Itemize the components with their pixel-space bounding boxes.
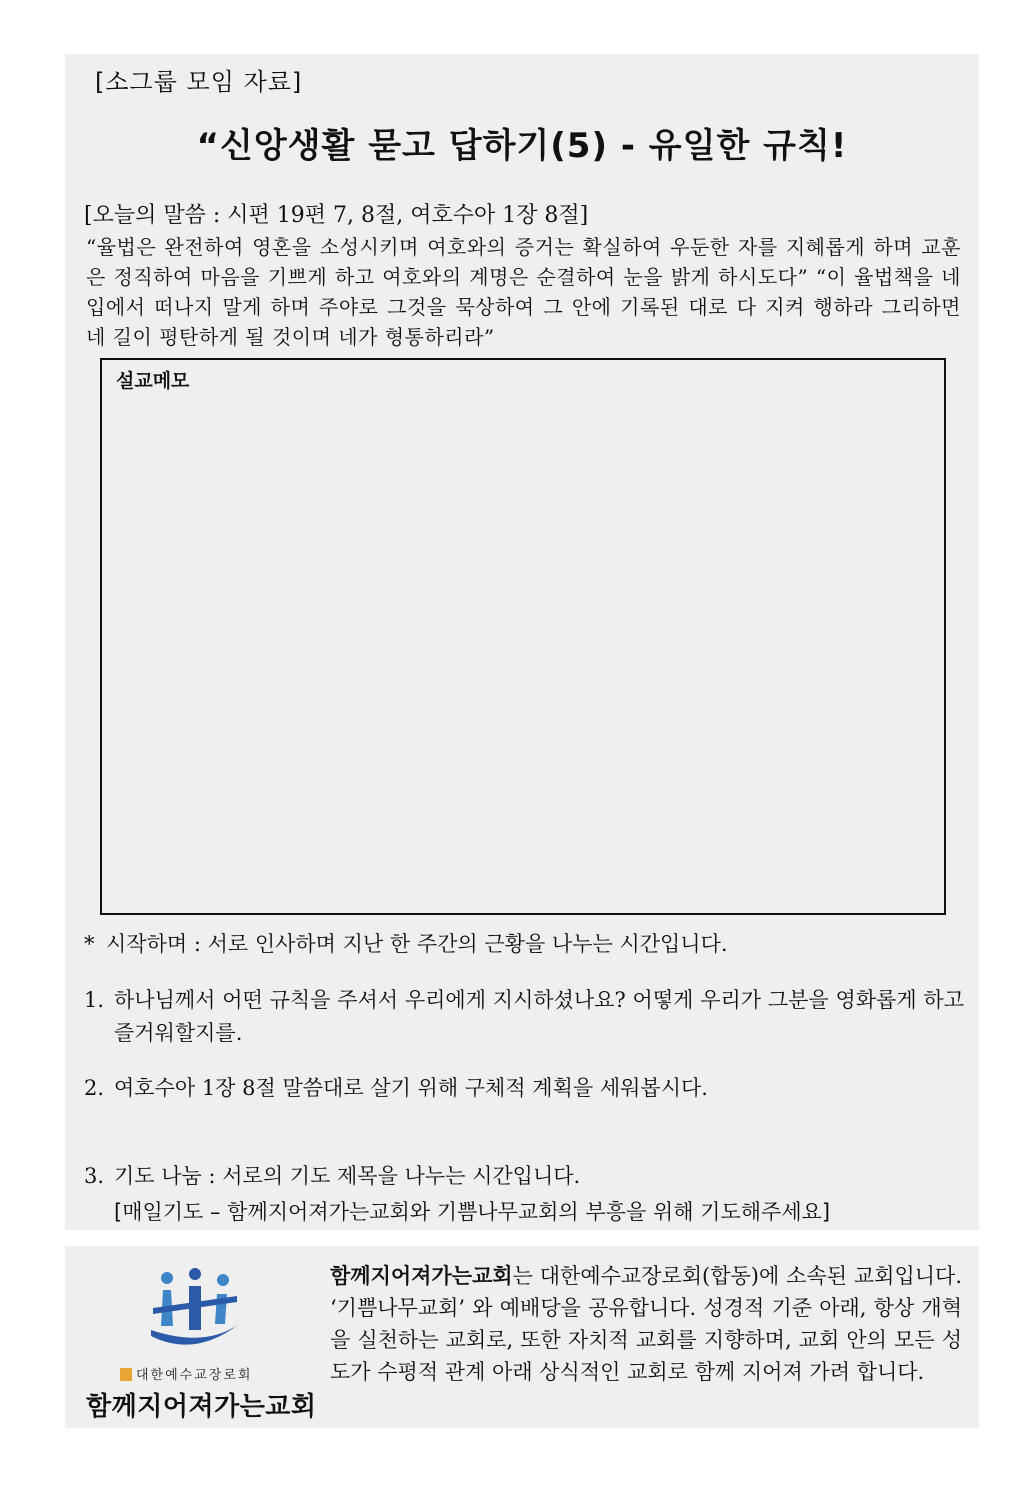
- scripture-text: “율법은 완전하여 영혼을 소성시키며 여호와의 증거는 확실하여 우둔한 자를 지혜롭게 하며 교훈은 정직하여 마음을 기쁘게 하고 여호와의 계명은 순결하여 눈을 밝게 하시도다” “이 율법책을 네 입에서 떠나지 말게 하며 주야로 그것을 묵상하여 그 안에 기록된 대로 다 지켜 행하라 그리하면 네 길이 평탄하게 될 것이며 네가 형통하리라”: [86, 235, 961, 349]
- question-number: 2.: [84, 1076, 105, 1100]
- scripture-reference: [오늘의 말씀 : 시편 19편 7, 8절, 여호수아 1장 8절]: [84, 203, 589, 228]
- daily-prayer-note: [매일기도 – 함께지어져가는교회와 기쁨나무교회의 부흥을 위해 기도해주세요]: [114, 1200, 831, 1224]
- logo-church-name: 함께지어져가는교회: [86, 1392, 317, 1422]
- document-tag: [소그룹 모임 자료]: [95, 68, 303, 96]
- question-text: 기도 나눔 : 서로의 기도 제목을 나누는 시간입니다.: [114, 1164, 581, 1188]
- church-name-bold: 함께지어져가는교회: [330, 1264, 513, 1288]
- question-number: 1.: [84, 988, 105, 1012]
- question-text: 하나님께서 어떤 규칙을 주셔서 우리에게 지시하셨나요? 어떻게 우리가 그분을 영화롭게 하고 즐거워할지를.: [114, 988, 964, 1045]
- church-logo-icon: [145, 1268, 245, 1356]
- church-introduction-text: 는 대한예수교장로회(합동)에 소속된 교회입니다. ‘기쁨나무교회’ 와 예배당을 공유합니다. 성경적 기준 아래, 항상 개혁을 실천하는 교회로, 또한 자치적 교회를 지향하며, 교회 안의 모든 성도가 수평적 관계 아래 상식적인 교회로 함께 지어져 가려 합니다.: [330, 1264, 962, 1384]
- opening-marker: *: [84, 932, 95, 956]
- church-introduction: [330, 1260, 962, 1388]
- denomination-label: 대한예수교장로회: [120, 1364, 252, 1383]
- sermon-memo-box[interactable]: [100, 358, 946, 915]
- opening-item: [84, 928, 964, 961]
- question-item: [84, 1072, 964, 1105]
- question-item: [84, 984, 964, 1050]
- sermon-memo-label: 설교메모: [116, 370, 190, 392]
- question-number: 3.: [84, 1164, 105, 1188]
- question-text: 여호수아 1장 8절 말씀대로 살기 위해 구체적 계획을 세워봅시다.: [114, 1076, 708, 1100]
- opening-text: 시작하며 : 서로 인사하며 지난 한 주간의 근황을 나누는 시간입니다.: [106, 932, 728, 956]
- question-item: [84, 1160, 964, 1193]
- document-title: “신앙생활 묻고 답하기(5) - 유일한 규칙!: [196, 126, 848, 166]
- cross-icon: [120, 1368, 132, 1381]
